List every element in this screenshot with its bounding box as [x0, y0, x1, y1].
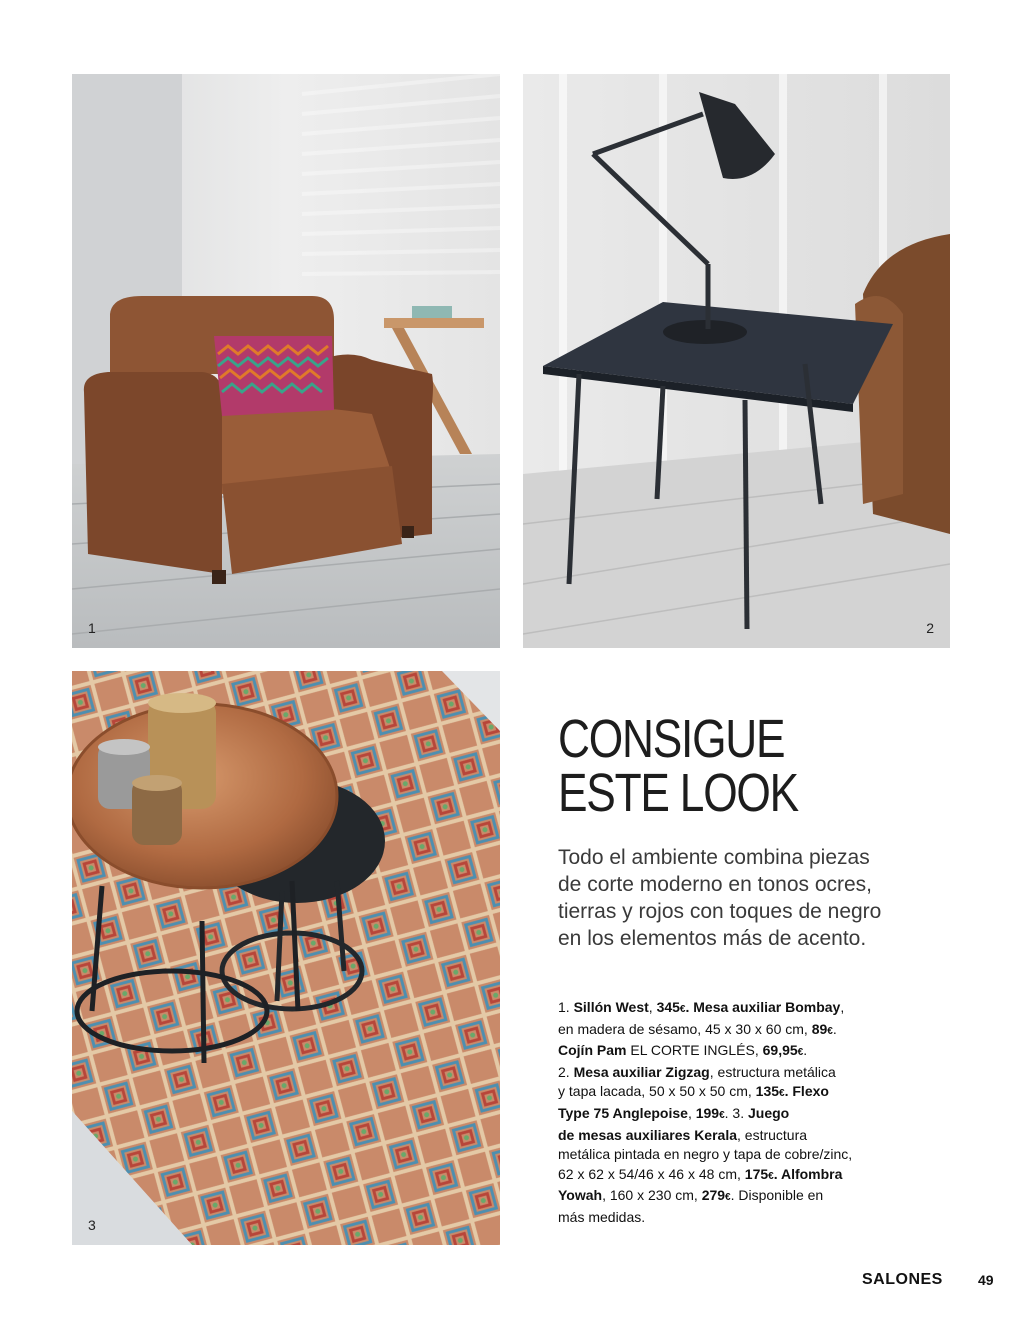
- product-name: Flexo: [792, 1083, 829, 1100]
- text: EL CORTE INGLÉS,: [626, 1042, 763, 1059]
- text: ,: [840, 999, 845, 1015]
- currency: €: [827, 1025, 833, 1037]
- details-line: [558, 1208, 908, 1228]
- text: 1.: [558, 999, 574, 1015]
- details-line: [558, 1104, 908, 1126]
- photo-number: 1: [88, 620, 96, 636]
- details-line: [558, 1145, 908, 1165]
- currency: €: [719, 1109, 725, 1121]
- nesting-tables-rug-photo-icon: [72, 671, 500, 1245]
- details-line: [558, 1020, 908, 1042]
- product-name: Cojín Pam: [558, 1042, 627, 1059]
- price: 89: [811, 1020, 828, 1037]
- product-name: Type 75 Anglepoise: [558, 1104, 688, 1121]
- product-name: Sillón West: [573, 999, 649, 1015]
- details-line: [558, 1186, 908, 1208]
- text: ,: [648, 999, 657, 1015]
- photo-lamp-table: [523, 74, 950, 648]
- text: metálica pintada en negro y tapa de cobre/zinc,: [558, 1146, 853, 1163]
- photo-armchair: [72, 74, 500, 648]
- product-details: [558, 998, 908, 1228]
- text: .: [803, 1042, 808, 1059]
- details-line: [558, 1063, 908, 1083]
- text: ,: [687, 1104, 696, 1121]
- text: , 160 x 230 cm,: [602, 1187, 702, 1204]
- details-line: [558, 1082, 908, 1104]
- text: .: [685, 999, 694, 1015]
- details-line: [558, 1126, 908, 1146]
- headline: [558, 709, 886, 823]
- text: , estructura: [737, 1126, 808, 1143]
- text: 62 x 62 x 54/46 x 46 x 48 cm,: [558, 1165, 745, 1182]
- product-name: Juego: [748, 1104, 790, 1121]
- currency: €: [779, 1088, 785, 1100]
- currency: €: [679, 1004, 686, 1015]
- text: , estructura metálica: [709, 1063, 836, 1080]
- section-title: SALONES: [862, 1271, 943, 1288]
- price: 135: [755, 1083, 780, 1100]
- intro-line: de corte moderno en tonos ocres,: [558, 873, 873, 896]
- price: 345: [656, 999, 680, 1015]
- intro-line: en los elementos más de acento.: [558, 927, 867, 950]
- text: .: [832, 1020, 837, 1037]
- details-line: [558, 998, 908, 1020]
- currency: €: [797, 1047, 804, 1059]
- intro-line: Todo el ambiente combina piezas: [558, 846, 870, 869]
- currency: €: [725, 1192, 731, 1204]
- text: . Disponible en: [730, 1187, 824, 1204]
- text: y tapa lacada, 50 x 50 x 50 cm,: [558, 1083, 756, 1100]
- headline-line: CONSIGUE: [558, 709, 785, 769]
- currency: €: [768, 1170, 774, 1182]
- headline-line: ESTE LOOK: [558, 763, 798, 823]
- product-name: Mesa auxiliar Zigzag: [573, 1063, 710, 1080]
- product-name: Alfombra: [780, 1165, 843, 1182]
- text: 2.: [558, 1063, 574, 1080]
- photo-nesting-tables: [72, 671, 500, 1245]
- text: .: [773, 1165, 781, 1182]
- intro-line: tierras y rojos con toques de negro: [558, 900, 882, 923]
- product-name: Mesa auxiliar Bombay: [693, 999, 841, 1015]
- product-name: de mesas auxiliares Kerala: [558, 1126, 738, 1143]
- text: en madera de sésamo, 45 x 30 x 60 cm,: [558, 1020, 812, 1037]
- intro-text: [558, 844, 938, 952]
- text: más medidas.: [558, 1208, 646, 1225]
- text: . 3.: [724, 1104, 748, 1121]
- text: .: [784, 1083, 793, 1100]
- photo-number: 2: [926, 620, 934, 636]
- price: 199: [695, 1104, 720, 1121]
- details-line: [558, 1041, 908, 1063]
- photo-number: 3: [88, 1217, 96, 1233]
- price: 175: [744, 1165, 769, 1182]
- price: 279: [701, 1187, 726, 1204]
- details-line: [558, 1165, 908, 1187]
- page-number: 49: [978, 1272, 994, 1288]
- lamp-table-photo-icon: [523, 74, 950, 648]
- product-name: Yowah: [558, 1187, 603, 1204]
- armchair-photo-icon: [72, 74, 500, 648]
- price: 69,95: [762, 1042, 798, 1059]
